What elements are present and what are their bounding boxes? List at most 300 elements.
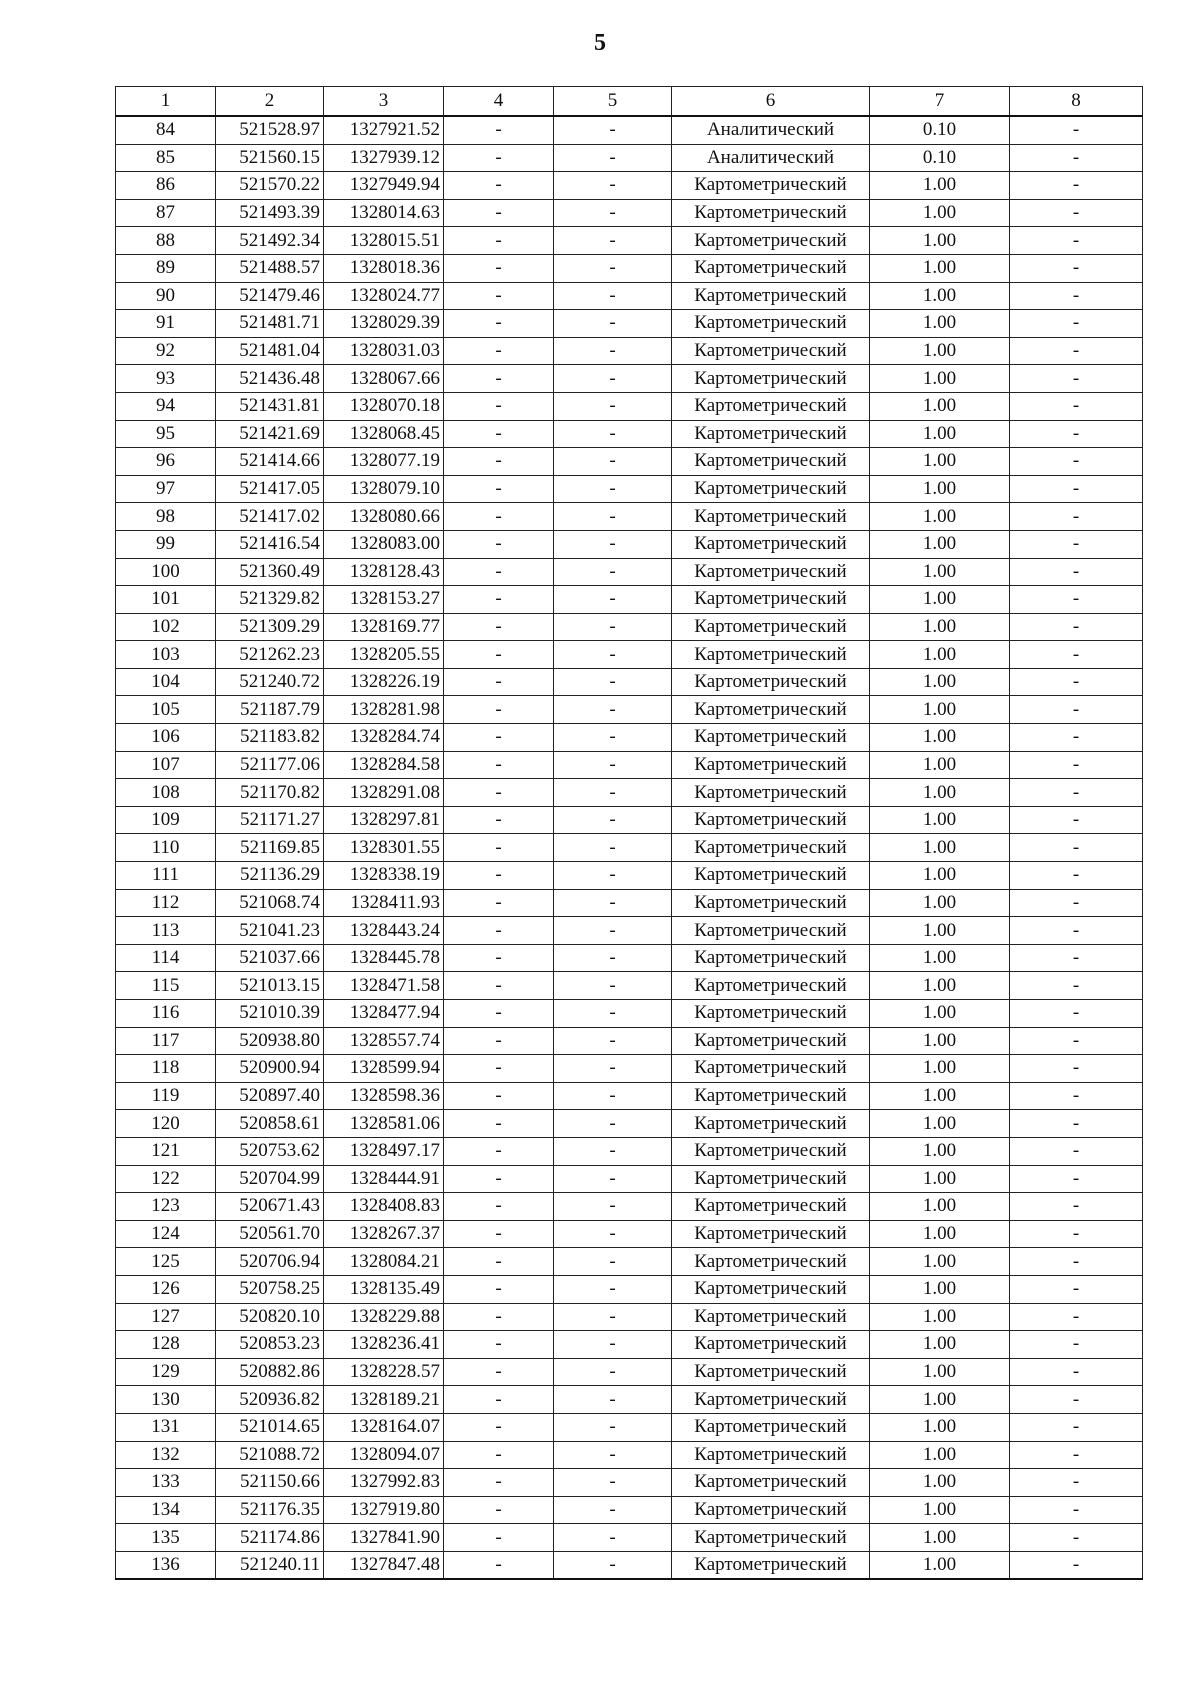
accuracy: 1.00: [870, 1551, 1010, 1579]
x-coordinate: 521169.85: [216, 834, 324, 862]
x-coordinate: 521170.82: [216, 779, 324, 807]
col4-value: -: [444, 503, 554, 531]
col8-value: -: [1010, 475, 1143, 503]
point-number: 118: [116, 1055, 216, 1083]
method: Картометрический: [672, 199, 870, 227]
x-coordinate: 521329.82: [216, 586, 324, 614]
col5-value: -: [554, 116, 672, 144]
y-coordinate: 1328284.58: [324, 751, 444, 779]
x-coordinate: 521136.29: [216, 862, 324, 890]
point-number: 120: [116, 1110, 216, 1138]
y-coordinate: 1328338.19: [324, 862, 444, 890]
accuracy: 1.00: [870, 420, 1010, 448]
col8-value: -: [1010, 1386, 1143, 1414]
col4-value: -: [444, 806, 554, 834]
col4-value: -: [444, 172, 554, 200]
y-coordinate: 1328080.66: [324, 503, 444, 531]
method: Картометрический: [672, 227, 870, 255]
y-coordinate: 1328068.45: [324, 420, 444, 448]
x-coordinate: 521014.65: [216, 1413, 324, 1441]
col8-value: -: [1010, 144, 1143, 172]
col8-value: -: [1010, 1248, 1143, 1276]
x-coordinate: 521479.46: [216, 282, 324, 310]
table-row: [116, 1441, 1143, 1469]
method: Картометрический: [672, 1220, 870, 1248]
col5-value: -: [554, 1469, 672, 1497]
col8-value: -: [1010, 1110, 1143, 1138]
y-coordinate: 1328084.21: [324, 1248, 444, 1276]
method: Картометрический: [672, 1469, 870, 1497]
table-row: [116, 1137, 1143, 1165]
col4-value: -: [444, 1413, 554, 1441]
accuracy: 1.00: [870, 227, 1010, 255]
x-coordinate: 520561.70: [216, 1220, 324, 1248]
table-row: [116, 1303, 1143, 1331]
col4-value: -: [444, 1137, 554, 1165]
point-number: 87: [116, 199, 216, 227]
col5-value: -: [554, 392, 672, 420]
col4-value: -: [444, 337, 554, 365]
col5-value: -: [554, 420, 672, 448]
col8-value: -: [1010, 972, 1143, 1000]
table-row: [116, 613, 1143, 641]
col4-value: -: [444, 1055, 554, 1083]
method: Картометрический: [672, 1413, 870, 1441]
col8-value: -: [1010, 696, 1143, 724]
y-coordinate: 1328267.37: [324, 1220, 444, 1248]
y-coordinate: 1328557.74: [324, 1027, 444, 1055]
point-number: 100: [116, 558, 216, 586]
col8-value: -: [1010, 1524, 1143, 1552]
col5-value: -: [554, 1082, 672, 1110]
table-row: [116, 1413, 1143, 1441]
method: Картометрический: [672, 1303, 870, 1331]
col5-value: -: [554, 337, 672, 365]
x-coordinate: 521360.49: [216, 558, 324, 586]
col4-value: -: [444, 1303, 554, 1331]
col5-value: -: [554, 1496, 672, 1524]
method: Картометрический: [672, 1524, 870, 1552]
x-coordinate: 521421.69: [216, 420, 324, 448]
table-row: [116, 1331, 1143, 1359]
y-coordinate: 1328291.08: [324, 779, 444, 807]
y-coordinate: 1328301.55: [324, 834, 444, 862]
accuracy: 1.00: [870, 1137, 1010, 1165]
y-coordinate: 1328024.77: [324, 282, 444, 310]
table-row: [116, 972, 1143, 1000]
x-coordinate: 521436.48: [216, 365, 324, 393]
col8-value: -: [1010, 365, 1143, 393]
col4-value: -: [444, 613, 554, 641]
y-coordinate: 1328297.81: [324, 806, 444, 834]
col8-value: -: [1010, 1137, 1143, 1165]
col5-value: -: [554, 558, 672, 586]
accuracy: 1.00: [870, 365, 1010, 393]
point-number: 92: [116, 337, 216, 365]
table-row: [116, 420, 1143, 448]
accuracy: 1.00: [870, 199, 1010, 227]
y-coordinate: 1327847.48: [324, 1551, 444, 1579]
x-coordinate: 521171.27: [216, 806, 324, 834]
col8-value: -: [1010, 116, 1143, 144]
accuracy: 1.00: [870, 1248, 1010, 1276]
point-number: 110: [116, 834, 216, 862]
table-row: [116, 172, 1143, 200]
col8-value: -: [1010, 1469, 1143, 1497]
col8-value: -: [1010, 779, 1143, 807]
y-coordinate: 1328014.63: [324, 199, 444, 227]
point-number: 123: [116, 1193, 216, 1221]
table-row: [116, 641, 1143, 669]
accuracy: 1.00: [870, 1000, 1010, 1028]
y-coordinate: 1327992.83: [324, 1469, 444, 1497]
y-coordinate: 1327949.94: [324, 172, 444, 200]
col4-value: -: [444, 1220, 554, 1248]
col4-value: -: [444, 696, 554, 724]
coordinates-table: [115, 86, 1143, 1580]
point-number: 93: [116, 365, 216, 393]
col5-value: -: [554, 172, 672, 200]
col8-value: -: [1010, 1193, 1143, 1221]
method: Картометрический: [672, 917, 870, 945]
accuracy: 1.00: [870, 641, 1010, 669]
col4-value: -: [444, 558, 554, 586]
column-header: 3: [324, 87, 444, 117]
method: Картометрический: [672, 1000, 870, 1028]
col4-value: -: [444, 116, 554, 144]
point-number: 112: [116, 889, 216, 917]
method: Картометрический: [672, 448, 870, 476]
method: Картометрический: [672, 586, 870, 614]
method: Картометрический: [672, 365, 870, 393]
method: Картометрический: [672, 1358, 870, 1386]
y-coordinate: 1328281.98: [324, 696, 444, 724]
col5-value: -: [554, 834, 672, 862]
y-coordinate: 1328029.39: [324, 310, 444, 338]
col4-value: -: [444, 1386, 554, 1414]
point-number: 134: [116, 1496, 216, 1524]
point-number: 106: [116, 724, 216, 752]
col8-value: -: [1010, 1275, 1143, 1303]
point-number: 135: [116, 1524, 216, 1552]
col8-value: -: [1010, 668, 1143, 696]
y-coordinate: 1328135.49: [324, 1275, 444, 1303]
point-number: 127: [116, 1303, 216, 1331]
accuracy: 1.00: [870, 668, 1010, 696]
col8-value: -: [1010, 944, 1143, 972]
col5-value: -: [554, 1441, 672, 1469]
x-coordinate: 521176.35: [216, 1496, 324, 1524]
col5-value: -: [554, 1248, 672, 1276]
y-coordinate: 1328598.36: [324, 1082, 444, 1110]
point-number: 121: [116, 1137, 216, 1165]
col8-value: -: [1010, 1027, 1143, 1055]
accuracy: 1.00: [870, 889, 1010, 917]
method: Картометрический: [672, 972, 870, 1000]
point-number: 104: [116, 668, 216, 696]
table-row: [116, 889, 1143, 917]
col8-value: -: [1010, 172, 1143, 200]
x-coordinate: 521183.82: [216, 724, 324, 752]
col8-value: -: [1010, 337, 1143, 365]
method: Картометрический: [672, 1027, 870, 1055]
col4-value: -: [444, 365, 554, 393]
column-header: 6: [672, 87, 870, 117]
col8-value: -: [1010, 448, 1143, 476]
point-number: 125: [116, 1248, 216, 1276]
table-row: [116, 282, 1143, 310]
point-number: 90: [116, 282, 216, 310]
col5-value: -: [554, 1303, 672, 1331]
col4-value: -: [444, 530, 554, 558]
x-coordinate: 521417.05: [216, 475, 324, 503]
col4-value: -: [444, 1110, 554, 1138]
col5-value: -: [554, 751, 672, 779]
table-row: [116, 1496, 1143, 1524]
col5-value: -: [554, 1055, 672, 1083]
x-coordinate: 521240.11: [216, 1551, 324, 1579]
col5-value: -: [554, 1027, 672, 1055]
col8-value: -: [1010, 641, 1143, 669]
y-coordinate: 1328164.07: [324, 1413, 444, 1441]
method: Картометрический: [672, 1275, 870, 1303]
col4-value: -: [444, 751, 554, 779]
y-coordinate: 1328471.58: [324, 972, 444, 1000]
col4-value: -: [444, 641, 554, 669]
y-coordinate: 1328018.36: [324, 254, 444, 282]
y-coordinate: 1328083.00: [324, 530, 444, 558]
x-coordinate: 521013.15: [216, 972, 324, 1000]
point-number: 124: [116, 1220, 216, 1248]
method: Картометрический: [672, 1055, 870, 1083]
col5-value: -: [554, 365, 672, 393]
col8-value: -: [1010, 1331, 1143, 1359]
table-row: [116, 310, 1143, 338]
y-coordinate: 1328497.17: [324, 1137, 444, 1165]
col4-value: -: [444, 1358, 554, 1386]
col4-value: -: [444, 448, 554, 476]
accuracy: 1.00: [870, 1469, 1010, 1497]
y-coordinate: 1328070.18: [324, 392, 444, 420]
y-coordinate: 1328128.43: [324, 558, 444, 586]
accuracy: 1.00: [870, 530, 1010, 558]
y-coordinate: 1328445.78: [324, 944, 444, 972]
point-number: 130: [116, 1386, 216, 1414]
x-coordinate: 521262.23: [216, 641, 324, 669]
accuracy: 1.00: [870, 806, 1010, 834]
col5-value: -: [554, 144, 672, 172]
y-coordinate: 1328228.57: [324, 1358, 444, 1386]
col5-value: -: [554, 227, 672, 255]
col4-value: -: [444, 1441, 554, 1469]
col8-value: -: [1010, 1055, 1143, 1083]
accuracy: 1.00: [870, 172, 1010, 200]
col5-value: -: [554, 1331, 672, 1359]
col5-value: -: [554, 1193, 672, 1221]
col5-value: -: [554, 1524, 672, 1552]
table-row: [116, 779, 1143, 807]
col8-value: -: [1010, 751, 1143, 779]
table-row: [116, 1275, 1143, 1303]
col8-value: -: [1010, 1000, 1143, 1028]
col8-value: -: [1010, 1082, 1143, 1110]
table-row: [116, 475, 1143, 503]
col8-value: -: [1010, 530, 1143, 558]
x-coordinate: 521187.79: [216, 696, 324, 724]
table-row: [116, 1524, 1143, 1552]
col4-value: -: [444, 1496, 554, 1524]
col4-value: -: [444, 282, 554, 310]
x-coordinate: 521560.15: [216, 144, 324, 172]
method: Картометрический: [672, 392, 870, 420]
col4-value: -: [444, 227, 554, 255]
col4-value: -: [444, 1331, 554, 1359]
col5-value: -: [554, 586, 672, 614]
col4-value: -: [444, 1248, 554, 1276]
col8-value: -: [1010, 1358, 1143, 1386]
accuracy: 1.00: [870, 779, 1010, 807]
col5-value: -: [554, 1386, 672, 1414]
table-row: [116, 337, 1143, 365]
accuracy: 1.00: [870, 558, 1010, 586]
x-coordinate: 521488.57: [216, 254, 324, 282]
method: Картометрический: [672, 613, 870, 641]
table-row: [116, 448, 1143, 476]
x-coordinate: 521570.22: [216, 172, 324, 200]
y-coordinate: 1328079.10: [324, 475, 444, 503]
table-row: [116, 530, 1143, 558]
accuracy: 1.00: [870, 254, 1010, 282]
point-number: 98: [116, 503, 216, 531]
x-coordinate: 520936.82: [216, 1386, 324, 1414]
x-coordinate: 521417.02: [216, 503, 324, 531]
table-row: [116, 1469, 1143, 1497]
table-row: [116, 696, 1143, 724]
method: Картометрический: [672, 944, 870, 972]
method: Картометрический: [672, 310, 870, 338]
point-number: 133: [116, 1469, 216, 1497]
method: Картометрический: [672, 834, 870, 862]
method: Картометрический: [672, 1441, 870, 1469]
x-coordinate: 520704.99: [216, 1165, 324, 1193]
table-row: [116, 668, 1143, 696]
point-number: 86: [116, 172, 216, 200]
method: Картометрический: [672, 1551, 870, 1579]
accuracy: 1.00: [870, 1358, 1010, 1386]
point-number: 89: [116, 254, 216, 282]
x-coordinate: 521481.71: [216, 310, 324, 338]
col5-value: -: [554, 310, 672, 338]
col4-value: -: [444, 972, 554, 1000]
method: Картометрический: [672, 779, 870, 807]
method: Картометрический: [672, 503, 870, 531]
col5-value: -: [554, 668, 672, 696]
point-number: 129: [116, 1358, 216, 1386]
table-row: [116, 144, 1143, 172]
table-row: [116, 862, 1143, 890]
col4-value: -: [444, 199, 554, 227]
col4-value: -: [444, 1193, 554, 1221]
column-header: 5: [554, 87, 672, 117]
col8-value: -: [1010, 254, 1143, 282]
x-coordinate: 521088.72: [216, 1441, 324, 1469]
col4-value: -: [444, 862, 554, 890]
col5-value: -: [554, 779, 672, 807]
table-row: [116, 917, 1143, 945]
col8-value: -: [1010, 862, 1143, 890]
col4-value: -: [444, 1524, 554, 1552]
col8-value: -: [1010, 806, 1143, 834]
column-header: 7: [870, 87, 1010, 117]
accuracy: 1.00: [870, 696, 1010, 724]
accuracy: 1.00: [870, 862, 1010, 890]
accuracy: 0.10: [870, 116, 1010, 144]
col5-value: -: [554, 475, 672, 503]
x-coordinate: 521528.97: [216, 116, 324, 144]
point-number: 113: [116, 917, 216, 945]
point-number: 85: [116, 144, 216, 172]
accuracy: 1.00: [870, 917, 1010, 945]
accuracy: 1.00: [870, 1165, 1010, 1193]
point-number: 109: [116, 806, 216, 834]
col8-value: -: [1010, 558, 1143, 586]
accuracy: 1.00: [870, 1303, 1010, 1331]
y-coordinate: 1328411.93: [324, 889, 444, 917]
column-header: 1: [116, 87, 216, 117]
col4-value: -: [444, 834, 554, 862]
method: Картометрический: [672, 862, 870, 890]
method: Картометрический: [672, 1110, 870, 1138]
method: Картометрический: [672, 641, 870, 669]
col4-value: -: [444, 1165, 554, 1193]
accuracy: 1.00: [870, 1524, 1010, 1552]
point-number: 103: [116, 641, 216, 669]
method: Картометрический: [672, 1193, 870, 1221]
x-coordinate: 520758.25: [216, 1275, 324, 1303]
table-row: [116, 1220, 1143, 1248]
col5-value: -: [554, 613, 672, 641]
accuracy: 1.00: [870, 834, 1010, 862]
x-coordinate: 520706.94: [216, 1248, 324, 1276]
y-coordinate: 1328444.91: [324, 1165, 444, 1193]
table-header: [116, 87, 1143, 117]
point-number: 128: [116, 1331, 216, 1359]
method: Картометрический: [672, 558, 870, 586]
col5-value: -: [554, 917, 672, 945]
col5-value: -: [554, 1413, 672, 1441]
col4-value: -: [444, 586, 554, 614]
table-row: [116, 392, 1143, 420]
method: Картометрический: [672, 1386, 870, 1414]
x-coordinate: 521309.29: [216, 613, 324, 641]
table-row: [116, 1055, 1143, 1083]
col8-value: -: [1010, 1220, 1143, 1248]
method: Картометрический: [672, 889, 870, 917]
header-row: [116, 87, 1143, 117]
accuracy: 1.00: [870, 1082, 1010, 1110]
point-number: 84: [116, 116, 216, 144]
x-coordinate: 521037.66: [216, 944, 324, 972]
y-coordinate: 1328236.41: [324, 1331, 444, 1359]
col4-value: -: [444, 917, 554, 945]
col4-value: -: [444, 1027, 554, 1055]
col5-value: -: [554, 1220, 672, 1248]
method: Картометрический: [672, 724, 870, 752]
col5-value: -: [554, 1000, 672, 1028]
col5-value: -: [554, 972, 672, 1000]
table-row: [116, 365, 1143, 393]
col8-value: -: [1010, 1413, 1143, 1441]
